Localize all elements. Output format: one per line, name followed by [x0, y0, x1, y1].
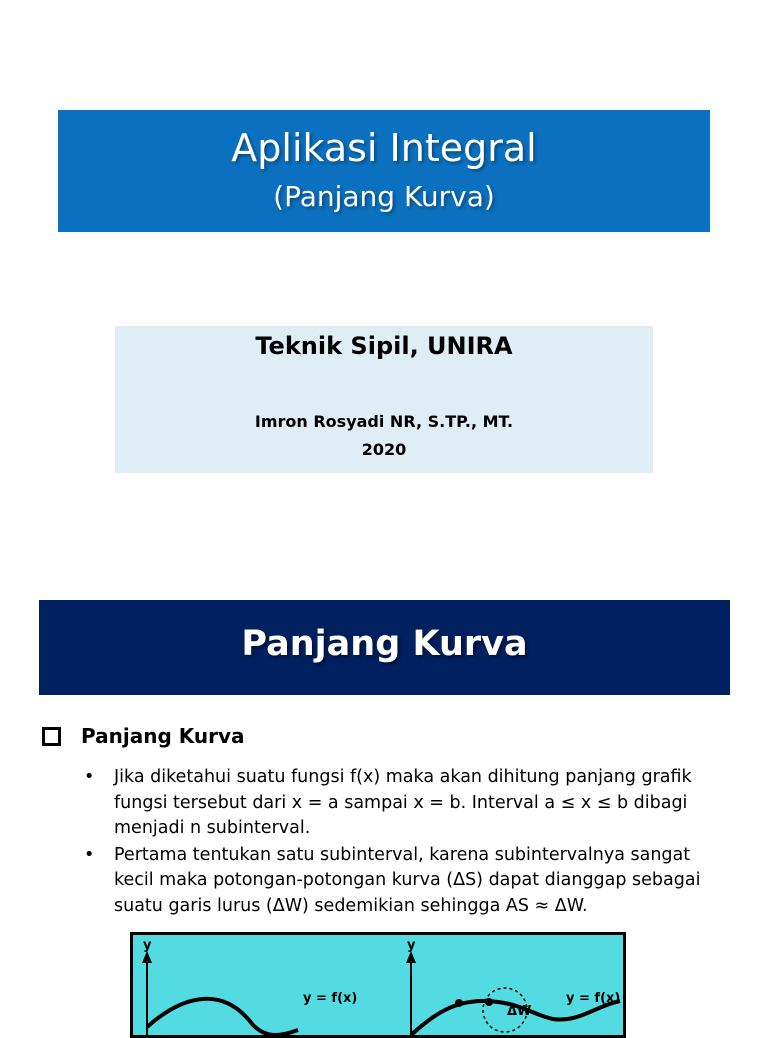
section-heading-label: Panjang Kurva [81, 724, 245, 748]
department-label: Teknik Sipil, UNIRA [255, 332, 513, 360]
section-title: Panjang Kurva [241, 624, 528, 664]
point-dot [455, 999, 463, 1007]
section-heading [42, 722, 245, 750]
year-label: 2020 [361, 440, 407, 459]
bullet-dot-icon: • [84, 844, 95, 865]
author-label: Imron Rosyadi NR, S.TP., MT. [254, 412, 514, 431]
left-curve-label: y = f(x) [303, 991, 358, 1006]
bullet-list [84, 765, 734, 920]
section-banner [39, 600, 730, 695]
left-curve [147, 999, 298, 1035]
list-item [84, 765, 734, 842]
bullet-text: Pertama tentukan satu subinterval, karena subintervalnya sangat kecil maka potongan-potongan kurva (ΔS) dapat dianggap sebagai suatu garis lurus (ΔW) sedemikian sehingga AS ≈ ΔW. [114, 844, 701, 916]
slide-title: Aplikasi Integral [231, 126, 537, 170]
slide-subtitle: (Panjang Kurva) [273, 180, 495, 213]
delta-w-label: ΔW [507, 1004, 532, 1019]
checkbox-bullet-icon [42, 727, 61, 746]
bullet-dot-icon: • [84, 767, 95, 787]
right-axis-label: y [407, 938, 416, 953]
info-box [115, 326, 653, 473]
list-item [84, 843, 734, 920]
title-banner [58, 110, 710, 232]
right-curve-label: y = f(x) [566, 991, 621, 1006]
curve-diagram [133, 935, 623, 1035]
point-dot [485, 998, 493, 1006]
curve-figure [130, 932, 626, 1038]
bullet-text: Jika diketahui suatu fungsi f(x) maka akan dihitung panjang grafik fungsi tersebut dari x = a sampai x = b. Interval a ≤ x ≤ b dibagi menjadi n subinterval. [114, 767, 692, 838]
left-axis-label: y [143, 938, 152, 953]
